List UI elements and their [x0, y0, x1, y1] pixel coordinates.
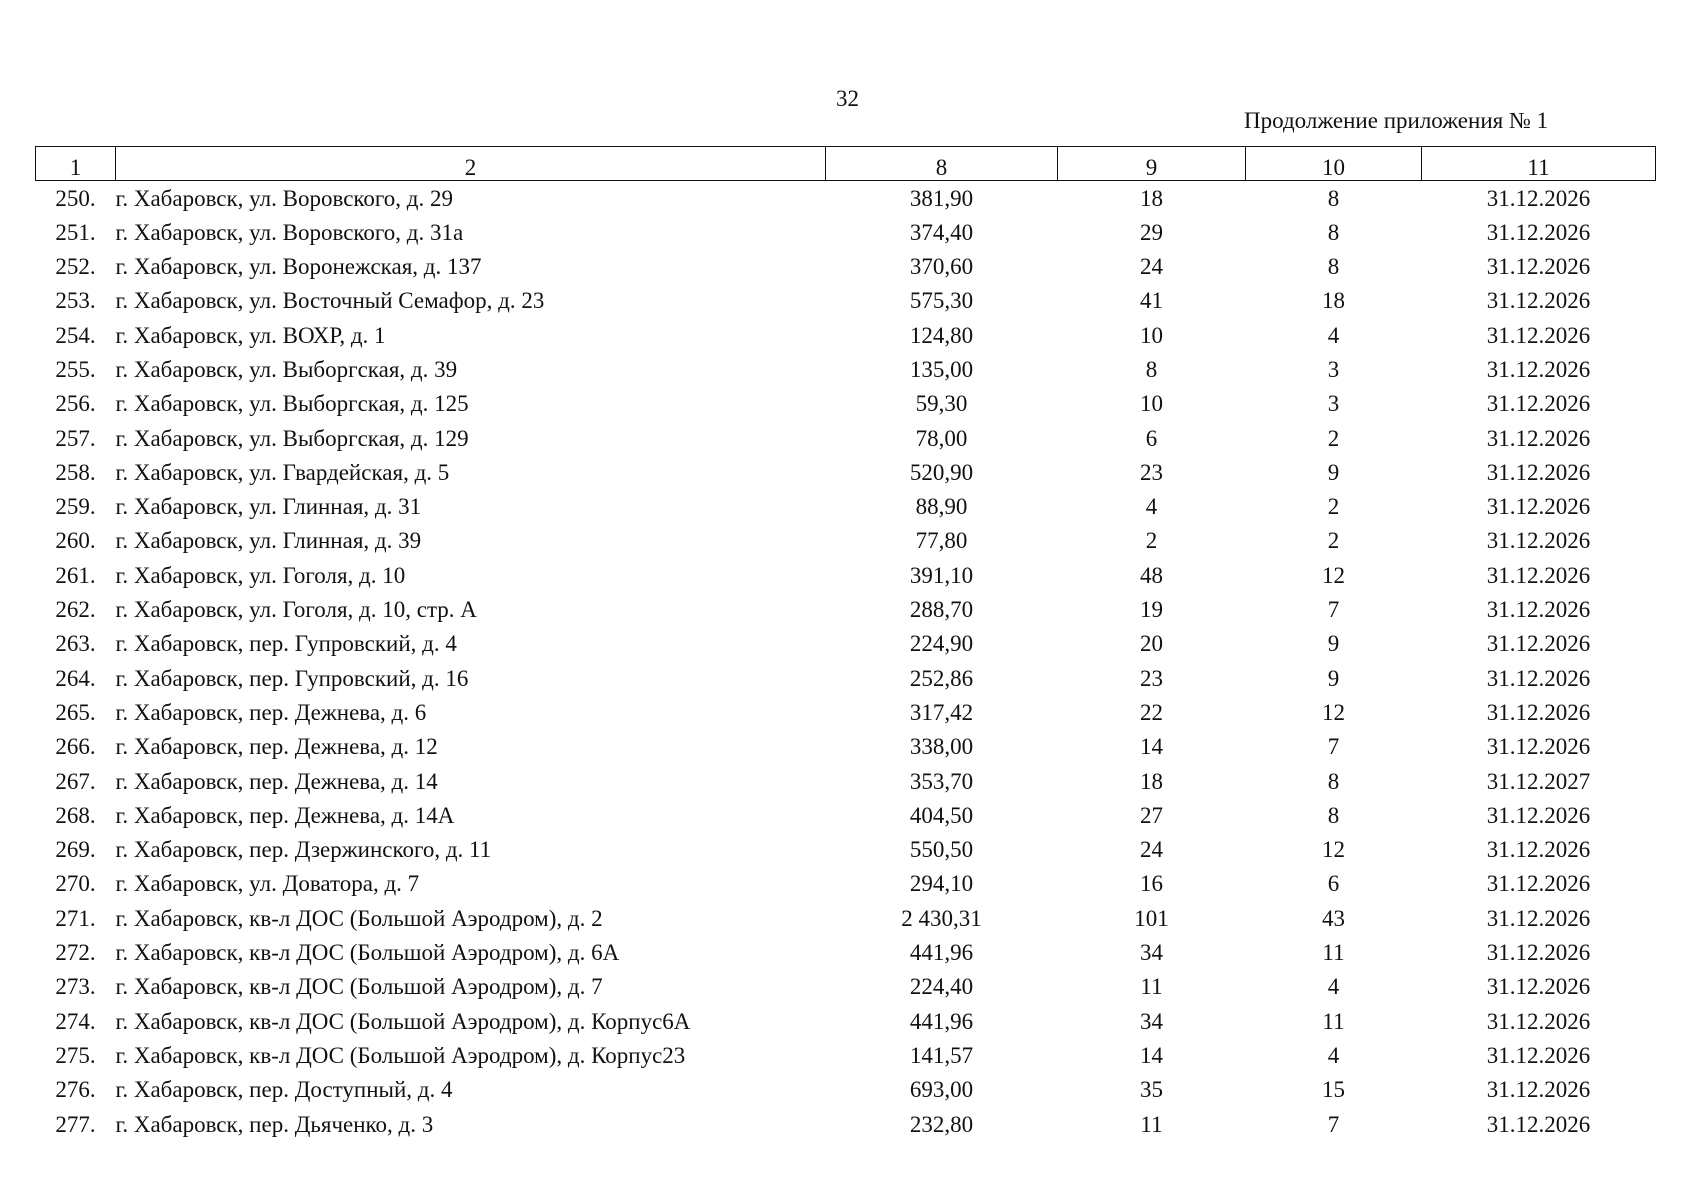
deadline-date-cell: 31.12.2026 — [1486, 425, 1591, 451]
address-cell: г. Хабаровск, ул. Доватора, д. 7 — [115, 871, 420, 897]
address-cell: г. Хабаровск, ул. Воронежская, д. 137 — [115, 254, 482, 280]
residents-count-cell: 22 — [1140, 699, 1163, 725]
deadline-date-cell: 31.12.2026 — [1486, 597, 1591, 623]
row-number-cell: 263. — [55, 631, 96, 657]
deadline-date-cell: 31.12.2026 — [1486, 974, 1591, 1000]
residents-count-cell: 48 — [1140, 562, 1163, 588]
deadline-date-cell: 31.12.2026 — [1486, 940, 1591, 966]
deadline-date-cell: 31.12.2026 — [1486, 356, 1591, 382]
table-row — [36, 215, 1656, 249]
address-cell: г. Хабаровск, пер. Дежнева, д. 6 — [115, 699, 427, 725]
deadline-date-cell: 31.12.2026 — [1486, 802, 1591, 828]
row-number-cell: 265. — [55, 699, 96, 725]
address-cell: г. Хабаровск, ул. Восточный Семафор, д. 23 — [115, 288, 545, 314]
residents-count-cell: 29 — [1140, 219, 1163, 245]
table-row — [36, 181, 1656, 216]
apartments-count-cell: 8 — [1327, 802, 1340, 828]
residents-count-cell: 14 — [1140, 734, 1163, 760]
row-number-cell: 269. — [55, 837, 96, 863]
row-number-cell: 270. — [55, 871, 96, 897]
column-header-8: 8 — [826, 147, 1058, 181]
area-value-cell: 135,00 — [909, 356, 974, 382]
area-value-cell: 391,10 — [909, 562, 974, 588]
area-value-cell: 550,50 — [909, 837, 974, 863]
table-row — [36, 1107, 1656, 1141]
residents-count-cell: 8 — [1145, 356, 1158, 382]
residents-count-cell: 6 — [1145, 425, 1158, 451]
deadline-date-cell: 31.12.2026 — [1486, 494, 1591, 520]
address-cell: г. Хабаровск, пер. Гупровский, д. 4 — [115, 631, 457, 657]
deadline-date-cell: 31.12.2026 — [1486, 1008, 1591, 1034]
address-cell: г. Хабаровск, кв-л ДОС (Большой Аэродром), д. 7 — [115, 974, 603, 1000]
deadline-date-cell: 31.12.2026 — [1486, 185, 1591, 211]
residents-count-cell: 18 — [1140, 768, 1163, 794]
row-number-cell: 267. — [55, 768, 96, 794]
table-row — [36, 627, 1656, 661]
area-value-cell: 224,40 — [909, 974, 974, 1000]
row-number-cell: 258. — [55, 459, 96, 485]
column-header-11: 11 — [1422, 147, 1656, 181]
address-cell: г. Хабаровск, ул. Воровского, д. 29 — [115, 185, 453, 211]
apartments-count-cell: 7 — [1327, 734, 1340, 760]
area-value-cell: 224,90 — [909, 631, 974, 657]
table-row — [36, 661, 1656, 695]
address-cell: г. Хабаровск, пер. Дежнева, д. 14А — [115, 802, 455, 828]
deadline-date-cell: 31.12.2026 — [1486, 665, 1591, 691]
table-row — [36, 524, 1656, 558]
area-value-cell: 77,80 — [915, 528, 968, 554]
residents-count-cell: 2 — [1145, 528, 1158, 554]
area-value-cell: 2 430,31 — [901, 905, 982, 931]
residents-count-cell: 34 — [1140, 940, 1163, 966]
table-row — [36, 593, 1656, 627]
appendix-continuation-label: Продолжение приложения № 1 — [1244, 108, 1549, 133]
area-value-cell: 693,00 — [909, 1077, 974, 1103]
table-row — [36, 936, 1656, 970]
residents-count-cell: 18 — [1140, 185, 1163, 211]
residents-count-cell: 14 — [1140, 1042, 1163, 1068]
apartments-count-cell: 12 — [1322, 562, 1345, 588]
apartments-count-cell: 3 — [1327, 356, 1340, 382]
area-value-cell: 288,70 — [909, 597, 974, 623]
apartments-count-cell: 11 — [1322, 1008, 1345, 1034]
residents-count-cell: 20 — [1140, 631, 1163, 657]
residents-count-cell: 23 — [1140, 459, 1163, 485]
apartments-count-cell: 9 — [1327, 459, 1340, 485]
apartments-count-cell: 11 — [1322, 940, 1345, 966]
address-cell: г. Хабаровск, кв-л ДОС (Большой Аэродром), д. Корпус23 — [115, 1042, 686, 1068]
residents-count-cell: 24 — [1140, 837, 1163, 863]
residents-count-cell: 41 — [1140, 288, 1163, 314]
deadline-date-cell: 31.12.2026 — [1486, 699, 1591, 725]
address-cell: г. Хабаровск, пер. Дежнева, д. 14 — [115, 768, 438, 794]
row-number-cell: 262. — [55, 597, 96, 623]
apartments-count-cell: 4 — [1327, 322, 1340, 348]
address-cell: г. Хабаровск, ул. Выборгская, д. 39 — [115, 356, 458, 382]
apartments-count-cell: 6 — [1327, 871, 1340, 897]
table-body — [36, 181, 1656, 1142]
table-row — [36, 284, 1656, 318]
address-cell: г. Хабаровск, ул. Глинная, д. 31 — [115, 494, 422, 520]
residents-count-cell: 19 — [1140, 597, 1163, 623]
area-value-cell: 374,40 — [909, 219, 974, 245]
deadline-date-cell: 31.12.2026 — [1486, 1111, 1591, 1137]
apartments-count-cell: 15 — [1322, 1077, 1345, 1103]
apartments-count-cell: 3 — [1327, 391, 1340, 417]
area-value-cell: 381,90 — [909, 185, 974, 211]
table-row — [36, 1038, 1656, 1072]
deadline-date-cell: 31.12.2026 — [1486, 391, 1591, 417]
column-header-2: 2 — [116, 147, 826, 181]
table-row — [36, 695, 1656, 729]
address-cell: г. Хабаровск, ул. Выборгская, д. 129 — [115, 425, 469, 451]
area-value-cell: 294,10 — [909, 871, 974, 897]
table-row — [36, 558, 1656, 592]
table-row — [36, 833, 1656, 867]
table-row — [36, 730, 1656, 764]
table-header-row — [36, 147, 1656, 181]
row-number-cell: 257. — [55, 425, 96, 451]
area-value-cell: 141,57 — [909, 1042, 974, 1068]
appendix-table — [35, 146, 1656, 1141]
area-value-cell: 317,42 — [909, 699, 974, 725]
row-number-cell: 254. — [55, 322, 96, 348]
apartments-count-cell: 8 — [1327, 768, 1340, 794]
address-cell: г. Хабаровск, пер. Доступный, д. 4 — [115, 1077, 453, 1103]
area-value-cell: 404,50 — [909, 802, 974, 828]
row-number-cell: 250. — [55, 185, 96, 211]
residents-count-cell: 34 — [1140, 1008, 1163, 1034]
table-row — [36, 901, 1656, 935]
area-value-cell: 124,80 — [909, 322, 974, 348]
table-row — [36, 250, 1656, 284]
apartments-count-cell: 8 — [1327, 219, 1340, 245]
area-value-cell: 232,80 — [909, 1111, 974, 1137]
area-value-cell: 353,70 — [909, 768, 974, 794]
row-number-cell: 273. — [55, 974, 96, 1000]
address-cell: г. Хабаровск, ул. Гвардейская, д. 5 — [115, 459, 450, 485]
apartments-count-cell: 12 — [1322, 837, 1345, 863]
table-row — [36, 318, 1656, 352]
area-value-cell: 88,90 — [915, 494, 968, 520]
table-row — [36, 490, 1656, 524]
area-value-cell: 520,90 — [909, 459, 974, 485]
residents-count-cell: 10 — [1140, 322, 1163, 348]
residents-count-cell: 11 — [1140, 1111, 1163, 1137]
apartments-count-cell: 2 — [1327, 425, 1340, 451]
row-number-cell: 266. — [55, 734, 96, 760]
row-number-cell: 264. — [55, 665, 96, 691]
address-cell: г. Хабаровск, ул. ВОХР, д. 1 — [115, 322, 386, 348]
address-cell: г. Хабаровск, кв-л ДОС (Большой Аэродром), д. 6А — [115, 940, 620, 966]
apartments-count-cell: 9 — [1327, 631, 1340, 657]
apartments-count-cell: 7 — [1327, 597, 1340, 623]
table-row — [36, 798, 1656, 832]
table-row — [36, 1073, 1656, 1107]
address-cell: г. Хабаровск, ул. Глинная, д. 39 — [115, 528, 422, 554]
row-number-cell: 259. — [55, 494, 96, 520]
address-cell: г. Хабаровск, ул. Гоголя, д. 10, стр. А — [115, 597, 477, 623]
row-number-cell: 268. — [55, 802, 96, 828]
deadline-date-cell: 31.12.2026 — [1486, 1042, 1591, 1068]
residents-count-cell: 4 — [1145, 494, 1158, 520]
deadline-date-cell: 31.12.2026 — [1486, 871, 1591, 897]
apartments-count-cell: 12 — [1322, 699, 1345, 725]
deadline-date-cell: 31.12.2026 — [1486, 459, 1591, 485]
row-number-cell: 260. — [55, 528, 96, 554]
apartments-count-cell: 8 — [1327, 185, 1340, 211]
address-cell: г. Хабаровск, пер. Дьяченко, д. 3 — [115, 1111, 434, 1137]
deadline-date-cell: 31.12.2027 — [1486, 768, 1591, 794]
area-value-cell: 338,00 — [909, 734, 974, 760]
row-number-cell: 253. — [55, 288, 96, 314]
row-number-cell: 277. — [55, 1111, 96, 1137]
area-value-cell: 441,96 — [909, 1008, 974, 1034]
residents-count-cell: 11 — [1140, 974, 1163, 1000]
address-cell: г. Хабаровск, кв-л ДОС (Большой Аэродром), д. 2 — [115, 905, 603, 931]
deadline-date-cell: 31.12.2026 — [1486, 837, 1591, 863]
table-row — [36, 1004, 1656, 1038]
table-row — [36, 352, 1656, 386]
apartments-count-cell: 2 — [1327, 528, 1340, 554]
residents-count-cell: 23 — [1140, 665, 1163, 691]
row-number-cell: 276. — [55, 1077, 96, 1103]
apartments-count-cell: 4 — [1327, 1042, 1340, 1068]
deadline-date-cell: 31.12.2026 — [1486, 562, 1591, 588]
area-value-cell: 78,00 — [915, 425, 968, 451]
deadline-date-cell: 31.12.2026 — [1486, 219, 1591, 245]
residents-count-cell: 27 — [1140, 802, 1163, 828]
table-row — [36, 387, 1656, 421]
address-cell: г. Хабаровск, ул. Воровского, д. 31а — [115, 219, 464, 245]
address-cell: г. Хабаровск, пер. Гупровский, д. 16 — [115, 665, 469, 691]
address-cell: г. Хабаровск, ул. Гоголя, д. 10 — [115, 562, 406, 588]
column-header-9: 9 — [1058, 147, 1246, 181]
apartments-count-cell: 4 — [1327, 974, 1340, 1000]
residents-count-cell: 101 — [1134, 905, 1169, 931]
deadline-date-cell: 31.12.2026 — [1486, 322, 1591, 348]
residents-count-cell: 35 — [1140, 1077, 1163, 1103]
apartments-count-cell: 8 — [1327, 254, 1340, 280]
address-cell: г. Хабаровск, пер. Дзержинского, д. 11 — [115, 837, 492, 863]
apartments-count-cell: 9 — [1327, 665, 1340, 691]
deadline-date-cell: 31.12.2026 — [1486, 288, 1591, 314]
residents-count-cell: 10 — [1140, 391, 1163, 417]
row-number-cell: 252. — [55, 254, 96, 280]
deadline-date-cell: 31.12.2026 — [1486, 1077, 1591, 1103]
row-number-cell: 271. — [55, 905, 96, 931]
column-header-1: 1 — [36, 147, 116, 181]
row-number-cell: 275. — [55, 1042, 96, 1068]
apartments-count-cell: 2 — [1327, 494, 1340, 520]
deadline-date-cell: 31.12.2026 — [1486, 734, 1591, 760]
table-row — [36, 421, 1656, 455]
row-number-cell: 256. — [55, 391, 96, 417]
table-row — [36, 970, 1656, 1004]
area-value-cell: 441,96 — [909, 940, 974, 966]
page-number: 32 — [836, 86, 859, 111]
apartments-count-cell: 7 — [1327, 1111, 1340, 1137]
area-value-cell: 575,30 — [909, 288, 974, 314]
row-number-cell: 272. — [55, 940, 96, 966]
address-cell: г. Хабаровск, пер. Дежнева, д. 12 — [115, 734, 438, 760]
address-cell: г. Хабаровск, кв-л ДОС (Большой Аэродром), д. Корпус6А — [115, 1008, 691, 1034]
area-value-cell: 59,30 — [915, 391, 968, 417]
row-number-cell: 255. — [55, 356, 96, 382]
row-number-cell: 261. — [55, 562, 96, 588]
table-row — [36, 764, 1656, 798]
deadline-date-cell: 31.12.2026 — [1486, 528, 1591, 554]
area-value-cell: 370,60 — [909, 254, 974, 280]
deadline-date-cell: 31.12.2026 — [1486, 905, 1591, 931]
address-cell: г. Хабаровск, ул. Выборгская, д. 125 — [115, 391, 469, 417]
row-number-cell: 274. — [55, 1008, 96, 1034]
residents-count-cell: 16 — [1140, 871, 1163, 897]
apartments-count-cell: 43 — [1322, 905, 1345, 931]
deadline-date-cell: 31.12.2026 — [1486, 254, 1591, 280]
row-number-cell: 251. — [55, 219, 96, 245]
table-row — [36, 455, 1656, 489]
column-header-10: 10 — [1246, 147, 1422, 181]
residents-count-cell: 24 — [1140, 254, 1163, 280]
table-row — [36, 867, 1656, 901]
area-value-cell: 252,86 — [909, 665, 974, 691]
deadline-date-cell: 31.12.2026 — [1486, 631, 1591, 657]
apartments-count-cell: 18 — [1322, 288, 1345, 314]
